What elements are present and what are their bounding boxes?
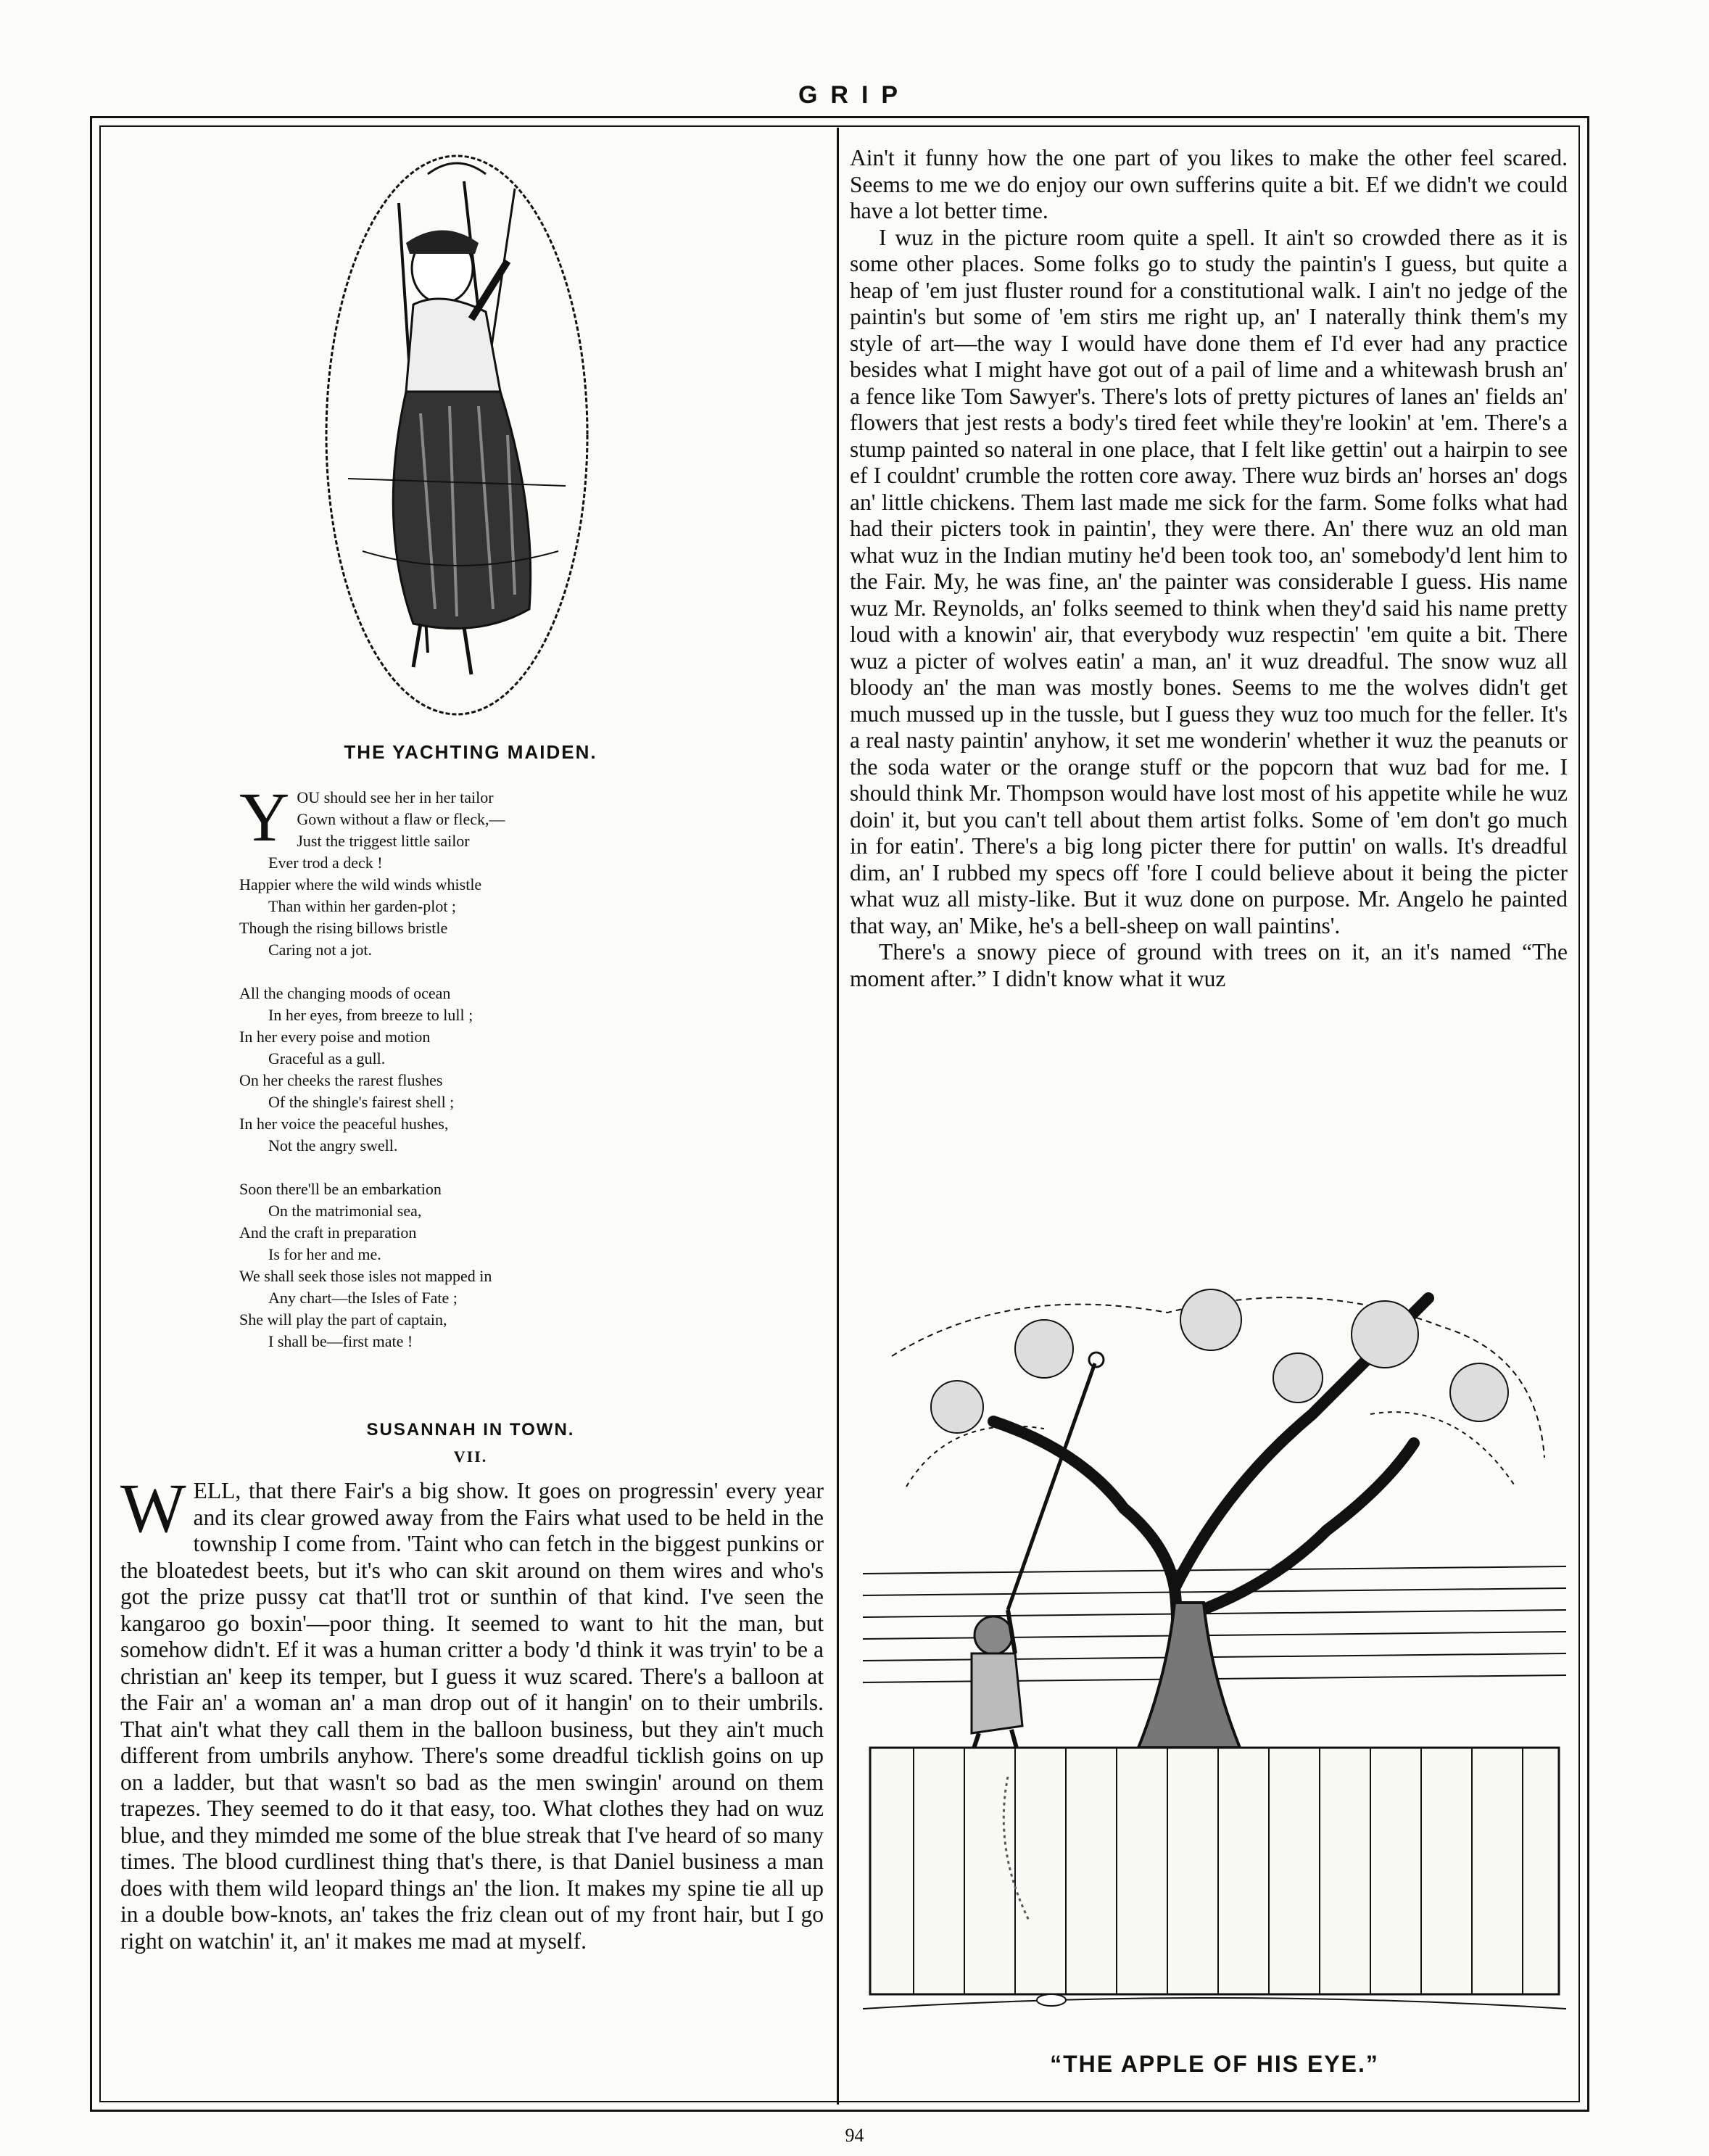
susannah-title: SUSANNAH IN TOWN. bbox=[366, 1420, 575, 1440]
poem-line: Graceful as a gull. bbox=[268, 1049, 386, 1067]
yachting-poem bbox=[239, 778, 703, 1374]
poem-line: Is for her and me. bbox=[268, 1245, 381, 1263]
prose-dropcap: W bbox=[120, 1469, 186, 1547]
poem-line: We shall seek those isles not mapped in bbox=[239, 1267, 492, 1285]
column-divider bbox=[837, 128, 839, 2105]
poem-line: Happier where the wild winds whistle bbox=[239, 875, 482, 893]
poem-line: Caring not a jot. bbox=[268, 941, 372, 959]
poem-line: Though the rising billows bristle bbox=[239, 919, 448, 937]
susannah-left-column bbox=[120, 1469, 824, 1954]
poem-dropcap: Y bbox=[239, 778, 290, 856]
poem-stanza bbox=[239, 983, 703, 1157]
paragraph-text: ELL, that there Fair's a big show. It goes on progressin' every year and its clear growed away from the Fairs what used to be held in the township I come from. 'Taint who can fetch in the biggest punkins or the bloatedest beets, but it's who can skit around on them wires and who's got the prize pussy cat that'll trot or sunthin of that kind. I've seen the kangaroo go boxin'—poor thing. It seemed to want to hit the man, but somehow didn't. Ef it was a human critter a body 'd think it was tryin' to be a christian an' keep its temper, but I guess it wuz scared. There's a balloon at the Fair an' a woman an' a man drop out of it hangin' on to their umbrils. That ain't what they call them in the balloon business, but they ain't much different from umbrils anyhow. There's some dreadful ticklish goins on up on a ladder, but that wasn't so bad as the men swingin' around on them trapezes. They seemed to do it that easy, too. What clothes they had on wuz blue, and they mimded me some of the blue streak that I've heard of so many times. The blood curdlinest thing that's there, is that Daniel business a man does with them wild leopard things an' the lion. It makes my spine tie all up in a double bow-knots, an' takes the friz clean out of my front hair, but I go right on watchin' it, an' it makes me mad at myself. bbox=[120, 1478, 824, 1954]
poem-line: Just the triggest little sailor bbox=[297, 832, 470, 850]
poem-line: And the craft in preparation bbox=[239, 1223, 417, 1242]
poem-line: Gown without a flaw or fleck,— bbox=[297, 810, 505, 828]
poem-line: Any chart—the Isles of Fate ; bbox=[268, 1289, 458, 1307]
yachting-title: THE YACHTING MAIDEN. bbox=[344, 741, 597, 763]
yachting-maiden-illustration bbox=[319, 145, 595, 725]
poem-line: Of the shingle's fairest shell ; bbox=[268, 1093, 455, 1111]
poem-line: Than within her garden-plot ; bbox=[268, 897, 457, 915]
apple-tree-illustration bbox=[863, 1269, 1566, 2038]
susannah-right-column bbox=[850, 145, 1568, 992]
poem-stanza bbox=[239, 778, 703, 961]
poem-line: Not the angry swell. bbox=[268, 1136, 398, 1155]
paragraph: Ain't it funny how the one part of you likes to make the other feel scared. Seems to me we do enjoy our own sufferins quite a bit. Ef we didn't we could have a lot better time. bbox=[850, 145, 1568, 223]
poem-line: OU should see her in her tailor bbox=[297, 788, 494, 806]
poem-line: In her every poise and motion bbox=[239, 1028, 431, 1046]
tree-caption: “THE APPLE OF HIS EYE.” bbox=[1050, 2051, 1379, 2077]
poem-line: In her voice the peaceful hushes, bbox=[239, 1115, 449, 1133]
poem-stanza bbox=[239, 1178, 703, 1352]
poem-line: I shall be—first mate ! bbox=[268, 1332, 413, 1350]
poem-line: In her eyes, from breeze to lull ; bbox=[268, 1006, 473, 1024]
poem-line: On the matrimonial sea, bbox=[268, 1202, 422, 1220]
poem-line: On her cheeks the rarest flushes bbox=[239, 1071, 443, 1089]
masthead bbox=[0, 81, 1709, 110]
paragraph bbox=[120, 1469, 824, 1954]
poem-line: She will play the part of captain, bbox=[239, 1310, 447, 1329]
susannah-subtitle: VII. bbox=[453, 1447, 488, 1466]
poem-line: All the changing moods of ocean bbox=[239, 984, 451, 1002]
paragraph: There's a snowy piece of ground with trees on it, an it's named “The moment after.” I didn't know what it wuz bbox=[850, 939, 1568, 991]
paragraph: I wuz in the picture room quite a spell. It ain't so crowded there as it is some other places. Some folks go to study the paintin's I guess, but quite a heap of 'em just fluster round for a constitutional walk. I ain't no jedge of the paintin's but some of 'em stirs me right up, an' I naterally think them's my style of art—the way I would have done them ef I'd ever had any practice besides what I might have got out of a pail of lime and a whitewash brush an' a fence like Tom Sawyer's. There's lots of pretty pictures of lanes an' fields an' flowers that jest rests a body's tired feet while they're lookin' at 'em. There's a stump painted so nateral in one place, that I felt like gettin' out a hairpin to see ef I couldnt' crumble the rotten core away. There wuz birds an' horses an' dogs an' little chickens. Them last made me sick for the farm. Some folks what had had their picters took in paintin', they were there. An' there wuz an old man what wuz in the Indian mutiny he'd been took too, an' somebody'd lent him to the Fair. My, he was fine, an' the painter was considerable I guess. His name wuz Mr. Reynolds, an' folks seemed to think when they'd said his name pretty loud with a knowin' air, that everybody wuz respectin' 'em quite a bit. There wuz a picter of wolves eatin' a man, an' it wuz dreadful. The snow wuz all bloody an' the man was mostly bones. Seems to me the wolves didn't get much mussed up in the tussle, but I guess they wuz too much for the feller. It's a real nasty paintin' anyhow, it set me wonderin' whether it wuz the peanuts or the soda water or the orange stuff or the popcorn that wuz bad for me. I should think Mr. Thompson would have lost most of his appetite while he wuz doin' it, but you can't tell about them artist folks. Some of 'em don't go much in for eatin'. There's a big long picter there for puttin' on walls. It's dreadful dim, an' I rubbed my specs off 'fore I could believe about it being the picter what wuz all misty-like. But it wuz done on purpose. Mr. Angelo he painted that way, an' Mike, he's a bell-sheep on wall paintins'. bbox=[850, 224, 1568, 938]
poem-line: Ever trod a deck ! bbox=[268, 854, 383, 872]
poem-line: Soon there'll be an embarkation bbox=[239, 1180, 442, 1198]
page-number: 94 bbox=[845, 2125, 864, 2146]
masthead-title: GRIP bbox=[798, 81, 911, 109]
